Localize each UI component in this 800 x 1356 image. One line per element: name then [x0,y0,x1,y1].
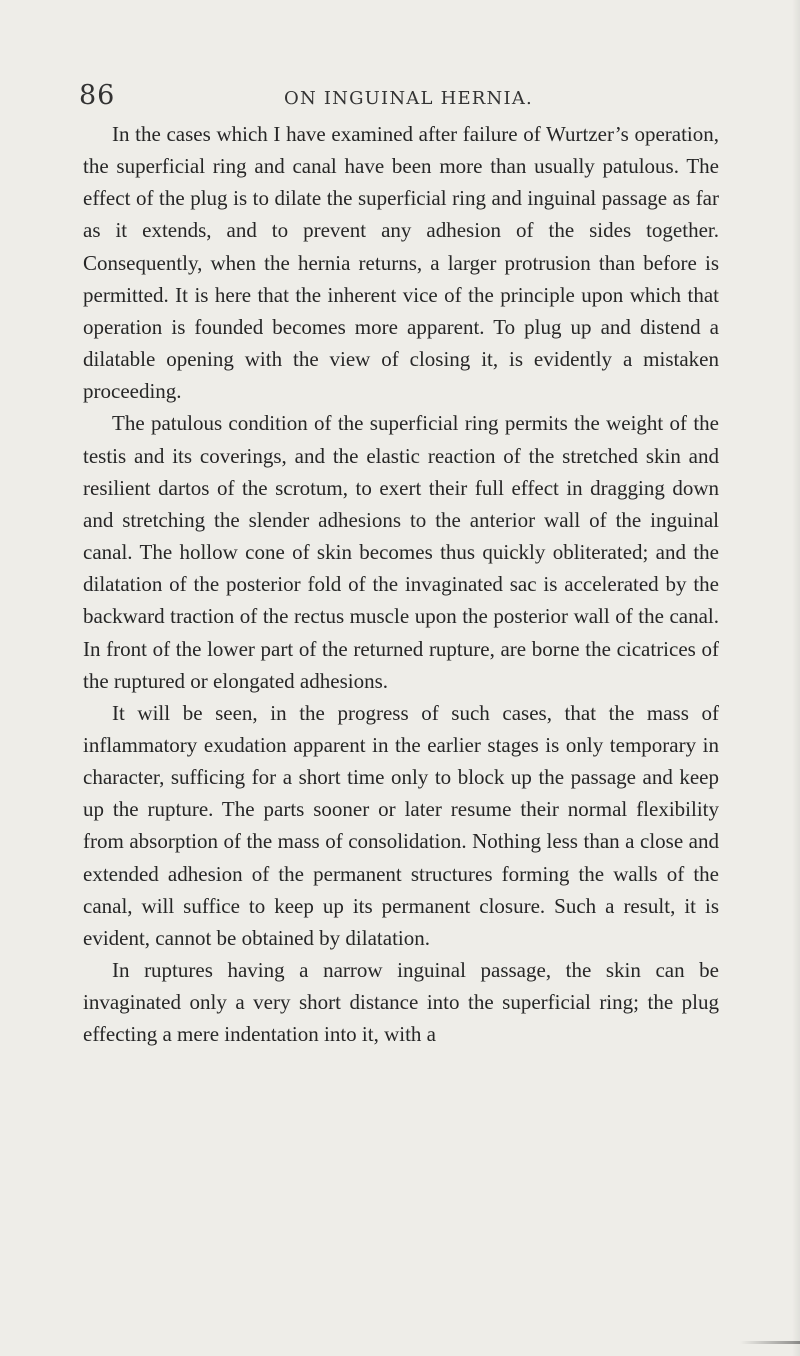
page-edge-shadow [792,0,800,1356]
paragraph-3: It will be seen, in the progress of such cases, that the mass of inflammatory exudation apparent in the earlier stages is only temporary in character, sufficing for a short time only to block up the passage and keep up the rupture. The parts sooner or later resume their normal flexibility from absorption of the mass of consolidation. Nothing less than a close and extended adhesion of the permanent structures forming the walls of the canal, will suffice to keep up its permanent closure. Such a result, it is evident, cannot be obtained by dilatation. [83,700,719,950]
paragraph-4: In ruptures having a narrow inguinal passage, the skin can be invaginated only a very short distance into the superficial ring; the plug effecting a mere indentation into it, with a [83,958,719,1047]
page-corner-mark [740,1341,800,1344]
paragraph-2: The patulous condition of the superficial ring permits the weight of the testis and its coverings, and the elastic reaction of the stretched skin and resilient dartos of the scrotum, to exert their full effect in dragging down and stretching the slender adhesions to the anterior wall of the inguinal canal. The hollow cone of skin becomes thus quickly obliterated; and the dilatation of the posterior fold of the invaginated sac is accelerated by the backward traction of the rectus muscle upon the posterior wall of the canal. In front of the lower part of the returned rupture, are borne the cicatrices of the ruptured or elongated adhesions. [83,411,719,693]
page-number: 86 [79,80,116,111]
running-head: ON INGUINAL HERNIA. [284,88,533,109]
page-header [79,80,729,116]
body-text [83,118,719,1051]
paragraph-1: In the cases which I have examined after failure of Wurtzer’s operation, the superficial ring and canal have been more than usually patulous. The effect of the plug is to dilate the superficial ring and inguinal passage as far as it extends, and to prevent any adhesion of the sides together. Consequently, when the hernia returns, a larger protrusion than before is permitted. It is here that the inherent vice of the principle upon which that operation is founded becomes more apparent. To plug up and distend a dilatable opening with the view of closing it, is evidently a mistaken proceeding. [83,122,719,404]
